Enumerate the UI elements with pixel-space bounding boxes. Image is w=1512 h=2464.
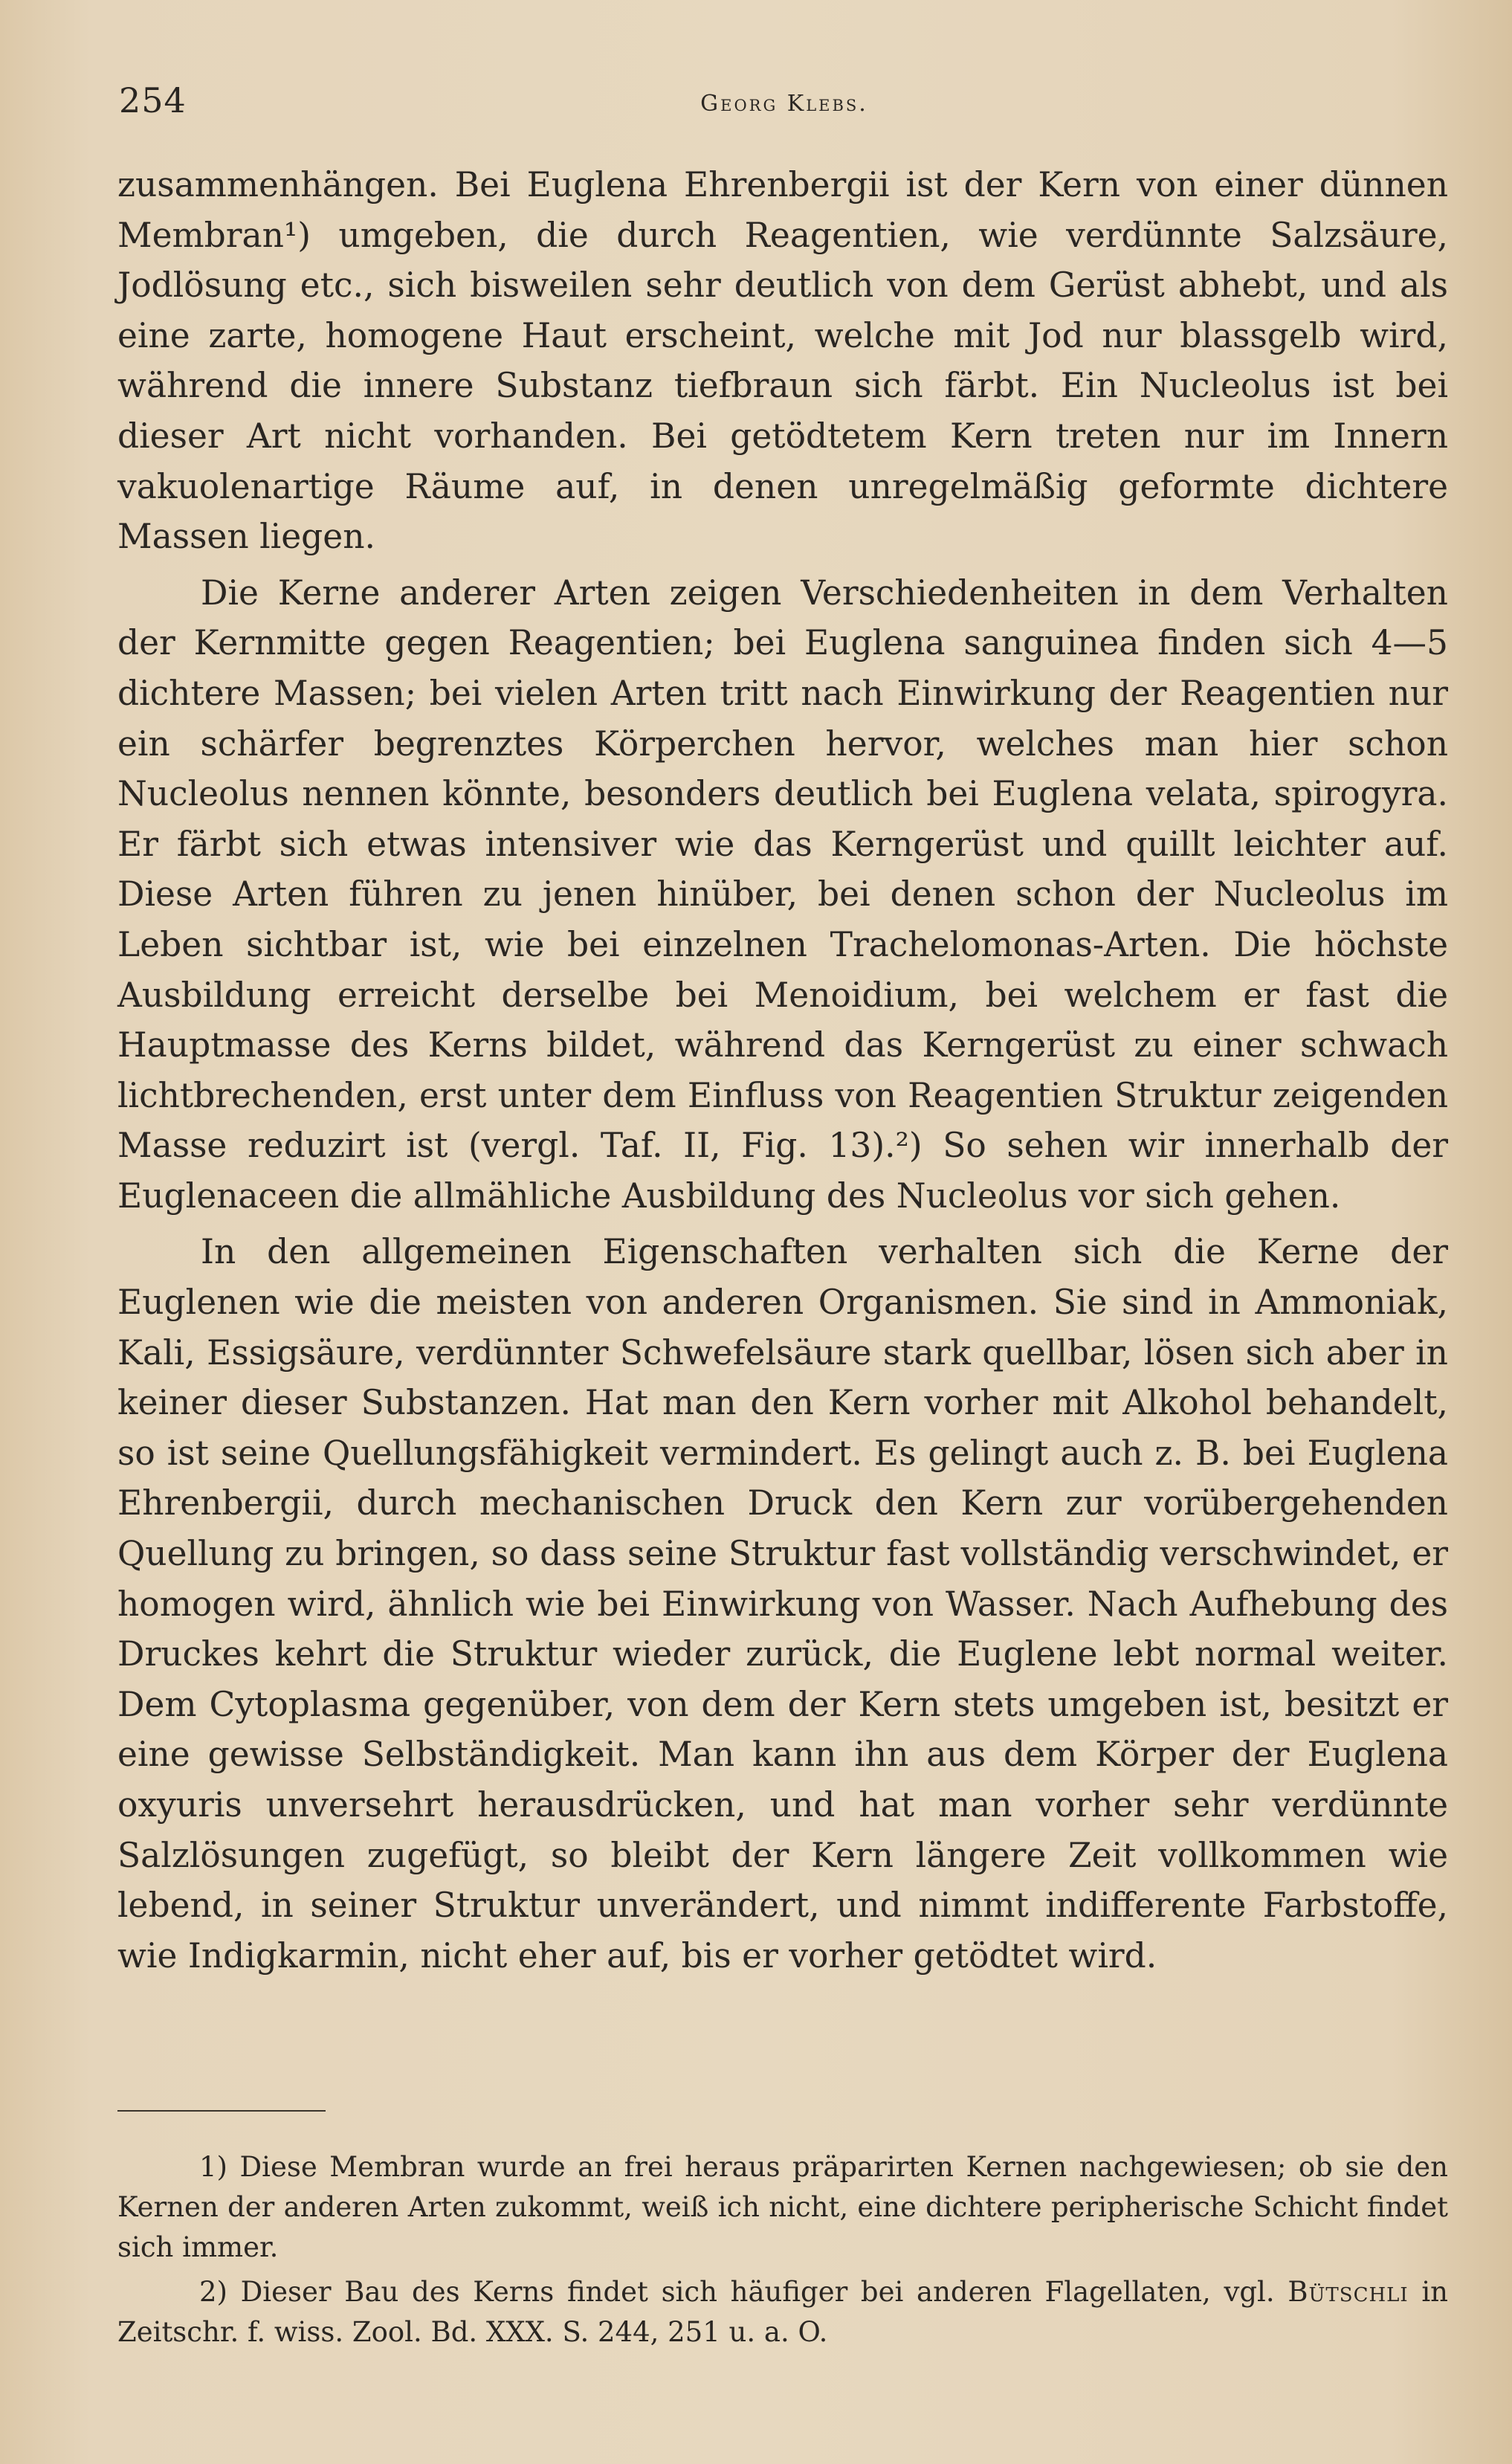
page-number: 254 bbox=[119, 80, 187, 120]
running-head: Georg Klebs. bbox=[700, 91, 868, 117]
footnote-2 bbox=[117, 2272, 1448, 2352]
footnotes bbox=[117, 2147, 1448, 2357]
footnote-divider bbox=[117, 2110, 326, 2112]
paragraph-2: Die Kerne anderer Arten zeigen Verschiedenheiten in dem Verhalten der Kernmitte gegen Reagentien; bei Euglena sanguinea finden sich 4—5 dichtere Massen; bei vielen Arten tritt nach Einwirkung der Reagentien nur ein schärfer begrenztes Körperchen hervor, welches man hier schon Nucleolus nennen könnte, besonders deutlich bei Euglena velata, spirogyra. Er färbt sich etwas intensiver wie das Kerngerüst und quillt leichter auf. Diese Arten führen zu jenen hinüber, bei denen schon der Nucleolus im Leben sichtbar ist, wie bei einzelnen Trachelomonas-Arten. Die höchste Ausbildung erreicht derselbe bei Menoidium, bei welchem er fast die Hauptmasse des Kerns bildet, während das Kerngerüst zu einer schwach lichtbrechenden, erst unter dem Einfluss von Reagentien Struktur zeigenden Masse reduzirt ist (vergl. Taf. II, Fig. 13).²) So sehen wir innerhalb der Euglenaceen die allmähliche Ausbildung des Nucleolus vor sich gehen. bbox=[117, 573, 1448, 1216]
footnote-2-text-before: 2) Dieser Bau des Kerns findet sich häufiger bei anderen Flagellaten, vgl. bbox=[199, 2276, 1288, 2308]
paragraph-3: In den allgemeinen Eigenschaften verhalten sich die Kerne der Euglenen wie die meisten von anderen Organismen. Sie sind in Ammoniak, Kali, Essigsäure, verdünnter Schwefelsäure stark quellbar, lösen sich aber in keiner dieser Substanzen. Hat man den Kern vorher mit Alkohol behandelt, so ist seine Quellungsfähigkeit vermindert. Es gelingt auch z. B. bei Euglena Ehrenbergii, durch mechanischen Druck den Kern zur vorübergehenden Quellung zu bringen, so dass seine Struktur fast vollständig verschwindet, er homogen wird, ähnlich wie bei Einwirkung von Wasser. Nach Aufhebung des Druckes kehrt die Struktur wieder zurück, die Euglene lebt normal weiter. Dem Cytoplasma gegenüber, von dem der Kern stets umgeben ist, besitzt er eine gewisse Selbständigkeit. Man kann ihn aus dem Körper der Euglena oxyuris unversehrt herausdrücken, und hat man vorher sehr verdünnte Salzlösungen zugefügt, so bleibt der Kern längere Zeit vollkommen wie lebend, in seiner Struktur unverändert, und nimmt indifferente Farbstoffe, wie Indigkarmin, nicht eher auf, bis er vorher getödtet wird. bbox=[117, 1232, 1448, 1976]
footnote-2-author: Bütschli bbox=[1288, 2276, 1409, 2308]
footnote-1: 1) Diese Membran wurde an frei heraus präparirten Kernen nachgewiesen; ob sie den Kernen der anderen Arten zukommt, weiß ich nicht, eine dichtere peripherische Schicht findet sich immer. bbox=[117, 2151, 1448, 2263]
page-header bbox=[119, 80, 1450, 125]
footnote-2-text-after: in Zeitschr. f. wiss. Zool. Bd. XXX. S. 244, 251 u. a. O. bbox=[117, 2276, 1448, 2348]
paragraph-1: zusammenhängen. Bei Euglena Ehrenbergii ist der Kern von einer dünnen Membran¹) umgeben, die durch Reagentien, wie verdünnte Salzsäure, Jodlösung etc., sich bisweilen sehr deutlich von dem Gerüst abhebt, und als eine zarte, homogene Haut erscheint, welche mit Jod nur blassgelb wird, während die innere Substanz tiefbraun sich färbt. Ein Nucleolus ist bei dieser Art nicht vorhanden. Bei getödtetem Kern treten nur im Innern vakuolenartige Räume auf, in denen unregelmäßig geformte dichtere Massen liegen. bbox=[117, 165, 1448, 557]
body-text bbox=[117, 160, 1448, 1987]
